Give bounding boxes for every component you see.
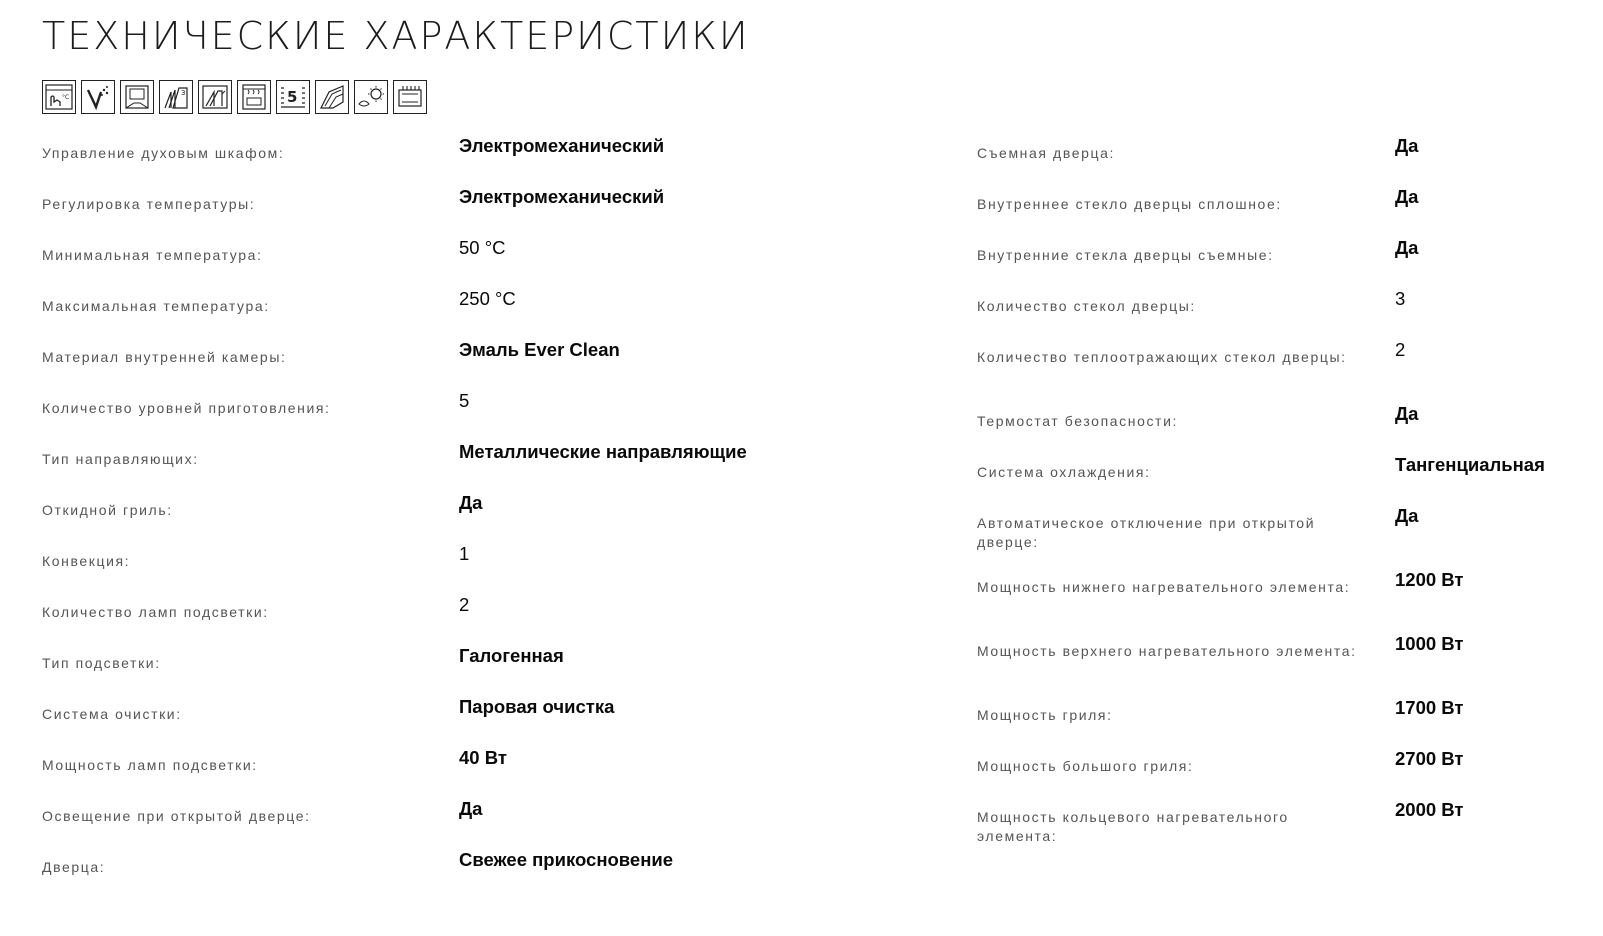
steam-cleaning-icon <box>237 80 271 114</box>
spec-value: 2000 Вт <box>1395 799 1464 820</box>
spec-row <box>42 438 912 489</box>
spec-value: Электромеханический <box>459 135 665 156</box>
spec-value: Да <box>459 492 483 513</box>
spec-row <box>42 336 912 387</box>
spec-label: Максимальная температура: <box>42 298 270 314</box>
spec-row <box>977 183 1577 234</box>
spec-label: Мощность кольцевого нагревательного элемента: <box>977 809 1289 844</box>
spec-value: Металлические направляющие <box>459 441 747 462</box>
spec-value: Свежее прикосновение <box>459 849 674 870</box>
spec-row <box>977 502 1577 566</box>
spec-row <box>42 183 912 234</box>
spec-value: Да <box>1395 505 1419 526</box>
spec-value: Да <box>1395 403 1419 424</box>
page-title: ТЕХНИЧЕСКИЕ ХАРАКТЕРИСТИКИ <box>42 14 750 58</box>
spec-label: Минимальная температура: <box>42 247 263 263</box>
spec-label: Съемная дверца: <box>977 145 1115 161</box>
specs-right-column <box>977 132 1577 847</box>
spec-value: 50 °C <box>459 237 506 258</box>
spec-row <box>42 846 912 897</box>
lighting-icon <box>354 80 388 114</box>
spec-row <box>977 400 1577 451</box>
spec-label: Тип направляющих: <box>42 451 199 467</box>
touch-control-icon <box>42 80 76 114</box>
spec-label: Мощность гриля: <box>977 707 1113 723</box>
svg-text:3: 3 <box>181 89 186 97</box>
triple-glass-door-icon <box>159 80 193 114</box>
spec-label: Откидной гриль: <box>42 502 173 518</box>
spec-row <box>977 796 1577 847</box>
spec-label: Управление духовым шкафом: <box>42 145 285 161</box>
spec-row <box>977 694 1577 745</box>
spec-value: 2 <box>1395 339 1406 360</box>
spec-label: Дверца: <box>42 859 106 875</box>
spec-row <box>977 132 1577 183</box>
spec-row <box>977 745 1577 796</box>
spec-row <box>977 630 1577 694</box>
spec-label: Материал внутренней камеры: <box>42 349 287 365</box>
spec-label: Система очистки: <box>42 706 182 722</box>
spec-row <box>42 540 912 591</box>
spec-value: Да <box>1395 237 1419 258</box>
spec-value: 1 <box>459 543 470 564</box>
spec-label: Регулировка температуры: <box>42 196 256 212</box>
spec-value: 40 Вт <box>459 747 507 768</box>
spec-label: Автоматическое отключение при открытой дверце: <box>977 515 1316 550</box>
spec-value: Паровая очистка <box>459 696 615 717</box>
spec-value: 5 <box>459 390 470 411</box>
spec-row <box>42 387 912 438</box>
spec-label: Количество уровней приготовления: <box>42 400 331 416</box>
spec-label: Количество теплоотражающих стекол дверцы: <box>977 349 1347 365</box>
feature-icon-row <box>42 80 427 114</box>
spec-value: 250 °C <box>459 288 516 309</box>
removable-glass-icon <box>198 80 232 114</box>
spec-row <box>977 285 1577 336</box>
spec-label: Внутреннее стекло дверцы сплошное: <box>977 196 1282 212</box>
spec-value: 1200 Вт <box>1395 569 1464 590</box>
oven-lamp-icon <box>120 80 154 114</box>
spec-value: Да <box>1395 135 1419 156</box>
spec-label: Количество стекол дверцы: <box>977 298 1196 314</box>
spec-value: 3 <box>1395 288 1406 309</box>
svg-text:°C: °C <box>62 94 70 101</box>
spec-label: Мощность верхнего нагревательного элемента: <box>977 643 1357 659</box>
svg-text:5: 5 <box>287 88 298 106</box>
spec-label: Освещение при открытой дверце: <box>42 808 311 824</box>
spec-row <box>42 744 912 795</box>
top-heating-element-icon <box>393 80 427 114</box>
spec-row <box>42 693 912 744</box>
spec-row <box>42 795 912 846</box>
spec-value: Эмаль Ever Clean <box>459 339 620 360</box>
spec-value: Да <box>459 798 483 819</box>
spec-row <box>977 566 1577 630</box>
spec-row <box>42 591 912 642</box>
spec-value: Галогенная <box>459 645 564 666</box>
spec-row <box>977 451 1577 502</box>
spec-label: Внутренние стекла дверцы съемные: <box>977 247 1274 263</box>
spec-row <box>42 642 912 693</box>
spec-label: Термостат безопасности: <box>977 413 1178 429</box>
spec-label: Система охлаждения: <box>977 464 1151 480</box>
spec-row <box>42 285 912 336</box>
spec-value: Да <box>1395 186 1419 207</box>
spec-label: Мощность нижнего нагревательного элемента: <box>977 579 1351 595</box>
spec-label: Количество ламп подсветки: <box>42 604 269 620</box>
specs-left-column <box>42 132 912 897</box>
spec-value: 1000 Вт <box>1395 633 1464 654</box>
spec-value: 1700 Вт <box>1395 697 1464 718</box>
telescopic-rails-icon <box>315 80 349 114</box>
spec-value: 2700 Вт <box>1395 748 1464 769</box>
spec-value: Электромеханический <box>459 186 665 207</box>
spec-row <box>977 336 1577 400</box>
spec-row <box>42 234 912 285</box>
spec-label: Мощность большого гриля: <box>977 758 1194 774</box>
check-mark-icon <box>81 80 115 114</box>
five-levels-icon <box>276 80 310 114</box>
spec-row <box>42 489 912 540</box>
spec-value: Тангенциальная <box>1395 454 1545 475</box>
spec-label: Тип подсветки: <box>42 655 161 671</box>
spec-row <box>42 132 912 183</box>
spec-value: 2 <box>459 594 470 615</box>
spec-row <box>977 234 1577 285</box>
spec-label: Конвекция: <box>42 553 131 569</box>
spec-label: Мощность ламп подсветки: <box>42 757 258 773</box>
